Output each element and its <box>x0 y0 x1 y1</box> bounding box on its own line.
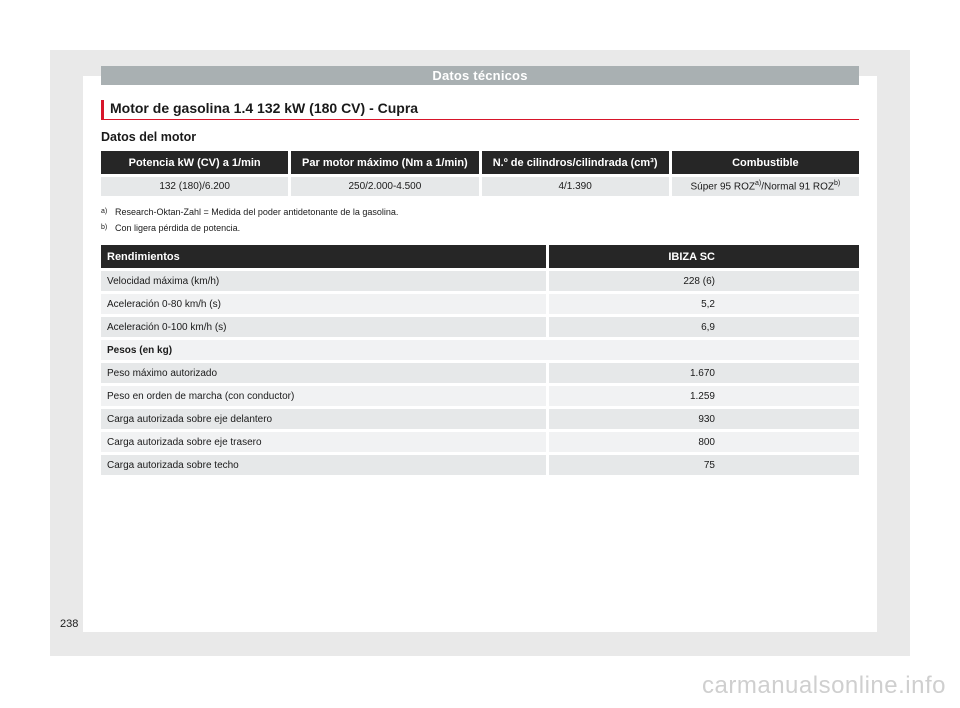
row-value: 5,2 <box>549 294 859 314</box>
row-value: 6,9 <box>549 317 859 337</box>
row-label: Peso máximo autorizado <box>101 363 546 383</box>
column-header: N.º de cilindros/cilindrada (cm³) <box>482 151 669 174</box>
footnote-mark: a) <box>101 208 108 215</box>
row-value: 930 <box>549 409 859 429</box>
table-row <box>101 409 859 429</box>
row-label: Velocidad máxima (km/h) <box>101 271 546 291</box>
engine-subtitle: Datos del motor <box>101 130 197 144</box>
footnote-mark: b) <box>101 224 108 231</box>
column-header: Combustible <box>672 151 859 174</box>
engine-data-row <box>101 177 859 196</box>
row-label: Carga autorizada sobre eje delantero <box>101 409 546 429</box>
row-value: 75 <box>549 455 859 475</box>
column-header: IBIZA SC <box>549 245 859 268</box>
table-row <box>101 271 859 291</box>
footnote-ref-b: b) <box>834 180 841 188</box>
column-header: Par motor máximo (Nm a 1/min) <box>291 151 478 174</box>
fuel-cell <box>672 177 859 196</box>
watermark: carmanualsonline.info <box>702 672 946 699</box>
row-value: 1.670 <box>549 363 859 383</box>
page-number: 238 <box>60 618 79 630</box>
column-header: Potencia kW (CV) a 1/min <box>101 151 288 174</box>
footnotes <box>101 204 859 236</box>
row-value: 228 (6) <box>549 271 859 291</box>
engine-header-row <box>101 151 859 174</box>
footnote-text: Research-Oktan-Zahl = Medida del poder antidetonante de la gasolina. <box>115 207 399 217</box>
row-label: Carga autorizada sobre techo <box>101 455 546 475</box>
row-label: Aceleración 0-100 km/h (s) <box>101 317 546 337</box>
section-title: Motor de gasolina 1.4 132 kW (180 CV) - Cupra <box>101 100 859 120</box>
footnote <box>101 204 859 220</box>
footnote <box>101 220 859 236</box>
weights-section-title: Pesos (en kg) <box>101 340 859 360</box>
table-row <box>101 294 859 314</box>
column-header: Rendimientos <box>101 245 546 268</box>
performance-header-row <box>101 245 859 268</box>
table-cell: 250/2.000-4.500 <box>291 177 478 196</box>
row-value: 800 <box>549 432 859 452</box>
row-value: 1.259 <box>549 386 859 406</box>
table-row <box>101 363 859 383</box>
fuel-normal: /Normal 91 ROZ <box>761 181 835 193</box>
section-row <box>101 340 859 360</box>
table-row <box>101 317 859 337</box>
row-label: Carga autorizada sobre eje trasero <box>101 432 546 452</box>
table-row <box>101 432 859 452</box>
footnote-ref-a: a) <box>754 180 762 188</box>
table-row <box>101 386 859 406</box>
page-header: Datos técnicos <box>101 66 859 85</box>
footnote-text: Con ligera pérdida de potencia. <box>115 223 241 233</box>
performance-table <box>98 242 862 478</box>
table-cell: 132 (180)/6.200 <box>101 177 288 196</box>
row-label: Peso en orden de marcha (con conductor) <box>101 386 546 406</box>
table-cell: 4/1.390 <box>482 177 669 196</box>
row-label: Aceleración 0-80 km/h (s) <box>101 294 546 314</box>
table-row <box>101 455 859 475</box>
fuel-super: Súper 95 ROZ <box>690 181 755 193</box>
engine-data-table <box>98 148 862 199</box>
